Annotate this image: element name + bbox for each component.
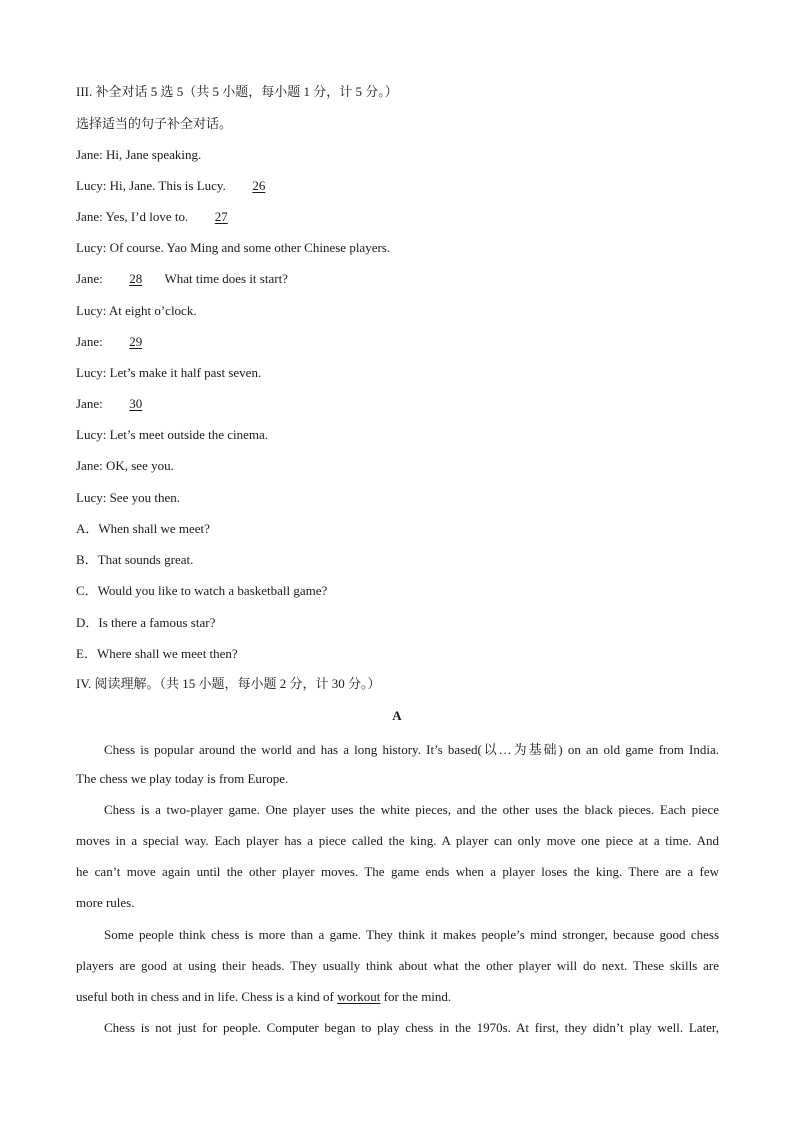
dialogue-line: Jane: 30 [76, 396, 158, 412]
option-a: A．When shall we meet? [76, 521, 210, 536]
answer-blank[interactable]: 27 [214, 209, 228, 224]
paragraph-line: Chess is not just for people. Computer began to play chess in the 1970s. At first, they didn’t play well. Later, [104, 1020, 719, 1035]
section-4-heading: IV. 阅读理解。（共 15 小题，每小题 2 分，计 30 分。） [76, 676, 381, 691]
section-3-heading: III. 补全对话 5 选 5（共 5 小题，每小题 1 分，计 5 分。） [76, 84, 398, 99]
section-3-instruction: 选择适当的句子补全对话。 [76, 116, 233, 131]
dialogue-line: Jane: 29 [76, 334, 158, 350]
paragraph-line: moves in a special way. Each player has a piece called the king. A player can only move one piece at a time. And [76, 833, 719, 848]
paragraph-line: Some people think chess is more than a game. They think it makes people’s mind stronger, because good chess [104, 927, 719, 942]
underlined-word: workout [337, 989, 381, 1004]
dialogue-line: Lucy: At eight o’clock. [76, 303, 197, 318]
answer-blank[interactable]: 26 [252, 178, 266, 193]
dialogue-line: Jane: 28 What time does it start? [76, 271, 288, 286]
dialogue-line: Lucy: Of course. Yao Ming and some other Chinese players. [76, 240, 391, 255]
answer-blank[interactable]: 30 [129, 396, 143, 411]
paragraph-line: useful both in chess and in life. Chess is a kind of workout for the mind. [76, 989, 452, 1004]
paragraph-line: more rules. [76, 895, 135, 910]
dialogue-line: Lucy: Let’s make it half past seven. [76, 365, 262, 380]
dialogue-line: Lucy: See you then. [76, 490, 180, 505]
dialogue-line: Lucy: Hi, Jane. This is Lucy. 26 [76, 178, 281, 194]
paragraph-line: Chess is a two-player game. One player uses the white pieces, and the other uses the black pieces. Each piece [104, 802, 719, 817]
option-c: C．Would you like to watch a basketball game? [76, 583, 328, 598]
dialogue-line: Jane: Hi, Jane speaking. [76, 147, 202, 162]
answer-blank[interactable]: 29 [129, 334, 143, 349]
paragraph-line: he can’t move again until the other player moves. The game ends when a player loses the king. There are a few [76, 864, 719, 879]
dialogue-line: Jane: Yes, I’d love to. 27 [76, 209, 244, 225]
answer-blank[interactable]: 28 [129, 271, 143, 286]
dialogue-line: Jane: OK, see you. [76, 458, 174, 473]
paragraph-line: Chess is popular around the world and has a long history. It’s based(以…为基础) on an old game from India. [104, 742, 719, 757]
dialogue-line: Lucy: Let’s meet outside the cinema. [76, 427, 269, 442]
option-d: D．Is there a famous star? [76, 615, 216, 630]
paragraph-line: players are good at using their heads. They usually think about what the other player will do next. These skills are [76, 958, 719, 973]
passage-label: A [392, 708, 402, 723]
option-b: B．That sounds great. [76, 552, 194, 567]
option-e: E．Where shall we meet then? [76, 646, 238, 661]
paragraph-line: The chess we play today is from Europe. [76, 771, 289, 786]
